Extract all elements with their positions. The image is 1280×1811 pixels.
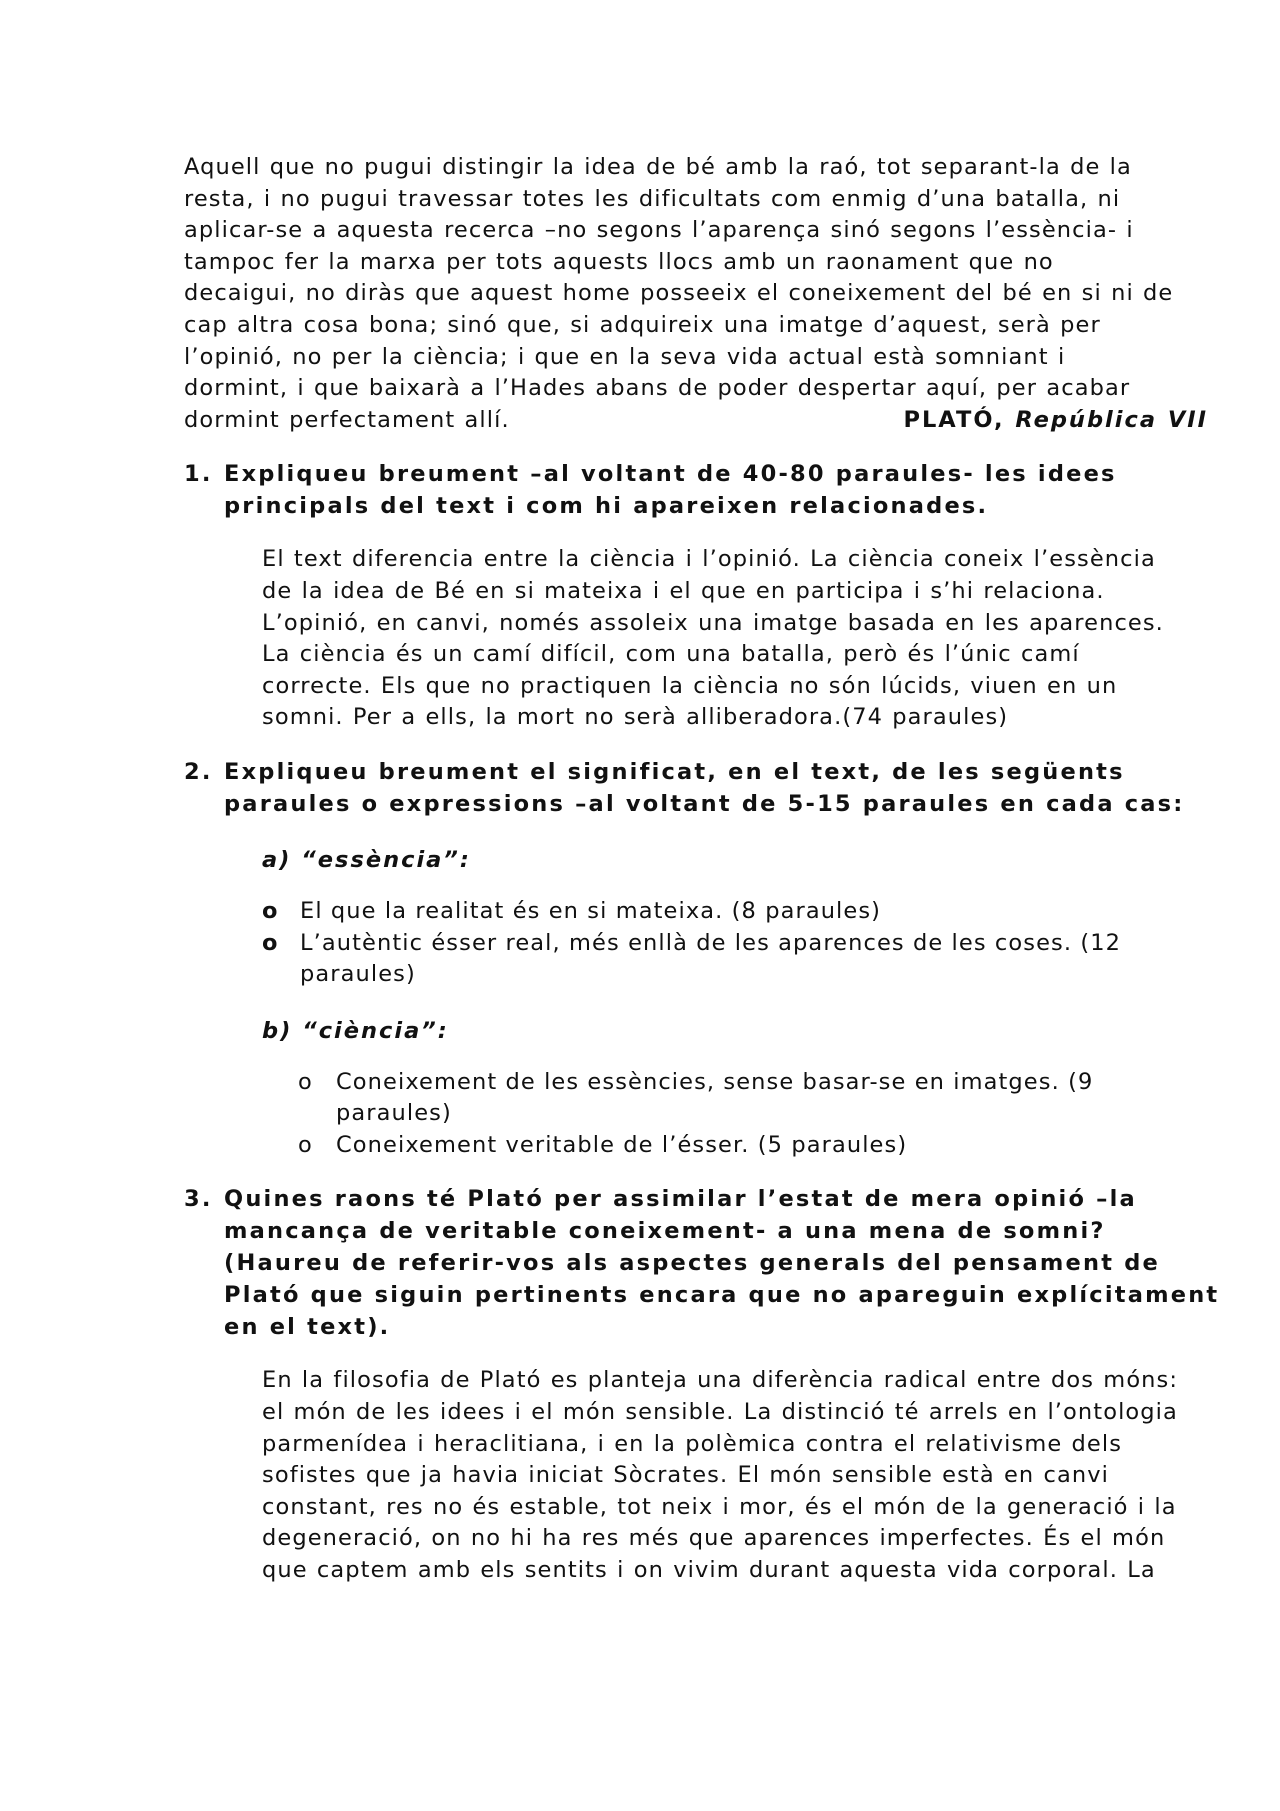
- quote-line: cap altra cosa bona; sinó que, si adquireix una imatge d’aquest, serà per: [184, 311, 1101, 338]
- question-line: paraules o expressions –al voltant de 5-15 paraules en cada cas:: [224, 790, 1185, 817]
- question-line: Plató que siguin pertinents encara que no apareguin explícitament: [224, 1282, 1220, 1309]
- quote-line: dormint, i que baixarà a l’Hades abans de poder despertar aquí, per acabar: [184, 375, 1131, 402]
- bullet-line: Coneixement veritable de l’ésser. (5 paraules): [336, 1131, 908, 1158]
- bullet-line: paraules): [300, 961, 416, 988]
- answer-line: En la filosofia de Plató es planteja una diferència radical entre dos móns:: [262, 1367, 1179, 1394]
- question-1: [184, 458, 1214, 522]
- quote-line: dormint perfectament allí.: [184, 406, 510, 433]
- quote-last-line: [184, 405, 1214, 437]
- question-line: (Haureu de referir-vos als aspectes generals del pensament de: [224, 1250, 1160, 1277]
- quote-line: aplicar-se a aquesta recerca –no segons l’aparença sinó segons l’essència- i: [184, 217, 1134, 244]
- essencia-definitions: [262, 896, 1214, 991]
- question-text: [224, 458, 1214, 522]
- bullet-circle-icon: o: [262, 897, 279, 924]
- bullet-circle-icon: o: [298, 1068, 313, 1095]
- answer-line: degeneració, on no hi ha res més que aparences imperfectes. És el món: [262, 1525, 1166, 1552]
- bullet-line: L’autèntic ésser real, més enllà de les aparences de les coses. (12: [300, 929, 1122, 956]
- plato-quote: [184, 152, 1214, 436]
- question-line: principals del text i com hi apareixen relacionades.: [224, 493, 989, 520]
- question-line: mancança de veritable coneixement- a una mena de somni?: [224, 1218, 1106, 1245]
- answer-line: sofistes que ja havia iniciat Sòcrates. El món sensible està en canvi: [262, 1462, 1110, 1489]
- answer-line: correcte. Els que no practiquen la ciència no són lúcids, viuen en un: [262, 672, 1118, 699]
- question-3: [184, 1183, 1220, 1343]
- question-text: [224, 756, 1214, 820]
- question-line: Expliqueu breument el significat, en el text, de les següents: [224, 758, 1125, 785]
- quote-line: decaigui, no diràs que aquest home posseeix el coneixement del bé en si ni de: [184, 280, 1174, 307]
- term-essencia: a) “essència”:: [262, 846, 471, 873]
- attribution-author: PLATÓ,: [903, 406, 1005, 433]
- list-item: [298, 1067, 1214, 1130]
- quote-line: tampoc fer la marxa per tots aquests llocs amb un raonament que no: [184, 248, 1054, 275]
- answer-line: El text diferencia entre la ciència i l’opinió. La ciència coneix l’essència: [262, 546, 1156, 573]
- quote-line: Aquell que no pugui distingir la idea de bé amb la raó, tot separant-la de la: [184, 154, 1132, 180]
- ciencia-definitions: [298, 1067, 1214, 1162]
- quote-line: l’opinió, no per la ciència; i que en la seva vida actual està somniant i: [184, 343, 1066, 370]
- document-page: [184, 152, 1220, 1587]
- question-line: Quines raons té Plató per assimilar l’estat de mera opinió –la: [224, 1186, 1137, 1213]
- answer-line: de la idea de Bé en si mateixa i el que en participa i s’hi relaciona.: [262, 577, 1105, 604]
- answer-line: constant, res no és estable, tot neix i mor, és el món de la generació i la: [262, 1493, 1177, 1520]
- bullet-line: El que la realitat és en si mateixa. (8 paraules): [300, 897, 882, 924]
- question-number: 2.: [184, 758, 213, 785]
- question-2: [184, 756, 1214, 820]
- bullet-line: Coneixement de les essències, sense basar-se en imatges. (9: [336, 1068, 1094, 1095]
- answer-line: parmenídea i heraclitiana, i en la polèmica contra el relativisme dels: [262, 1430, 1123, 1457]
- bullet-line: paraules): [336, 1100, 452, 1127]
- answer-line: somni. Per a ells, la mort no serà alliberadora.(74 paraules): [262, 704, 1009, 731]
- question-number: 3.: [184, 1186, 213, 1213]
- bullet-circle-icon: o: [298, 1131, 313, 1158]
- answer-1: [262, 544, 1214, 734]
- question-line: Expliqueu breument –al voltant de 40-80 paraules- les idees: [224, 461, 1117, 488]
- answer-line: L’opinió, en canvi, només assoleix una imatge basada en les aparences.: [262, 609, 1164, 636]
- question-number: 1.: [184, 461, 213, 488]
- quote-attribution: [903, 405, 1214, 437]
- answer-line: que captem amb els sentits i on vivim durant aquesta vida corporal. La: [262, 1557, 1156, 1584]
- answer-3: [262, 1365, 1214, 1586]
- list-item: [262, 928, 1214, 991]
- question-line: en el text).: [224, 1314, 391, 1341]
- term-ciencia: b) “ciència”:: [262, 1017, 449, 1044]
- attribution-work: República VII: [1015, 406, 1208, 433]
- quote-line: resta, i no pugui travessar totes les dificultats com enmig d’una batalla, ni: [184, 185, 1121, 212]
- question-text: [224, 1183, 1219, 1343]
- answer-line: el món de les idees i el món sensible. La distinció té arrels en l’ontologia: [262, 1399, 1178, 1426]
- list-item: [262, 896, 1214, 928]
- answer-line: La ciència és un camí difícil, com una batalla, però és l’únic camí: [262, 641, 1080, 668]
- list-item: [298, 1130, 1214, 1162]
- bullet-circle-icon: o: [262, 929, 279, 956]
